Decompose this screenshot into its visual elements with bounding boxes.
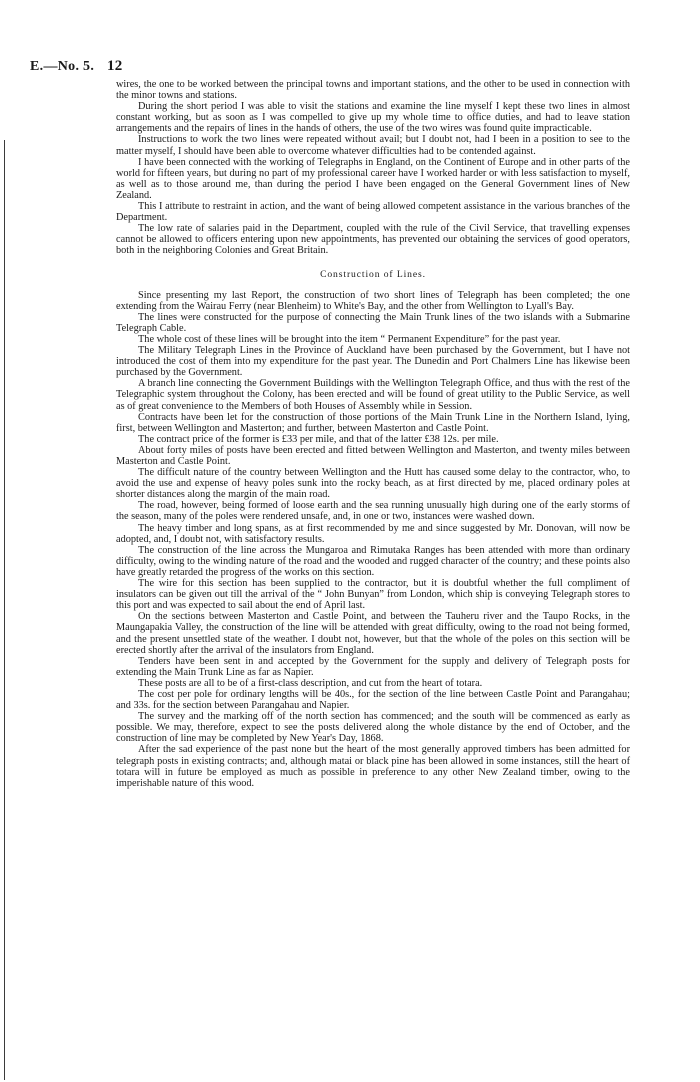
section-heading: Construction of Lines.: [320, 268, 426, 280]
paragraph: The survey and the marking off of the north section has commenced; and the south will be commenced as early as possible. We may, therefore, expect to see the posts delivered along the whole distance by the end of October, and the construction of line may be completed by New Year's Day, 1868.: [116, 711, 630, 745]
paragraph: On the sections between Masterton and Castle Point, and between the Tauheru river and the Taupo Rocks, in the Maungapakia Valley, the construction of the line will be attended with great difficulty, owing to the road not being formed, and the present unsettled state of the weather. I doubt not, however, but that the whole of the poles on this section will be erected shortly after the arrival of the insulators from England.: [116, 611, 630, 656]
paragraph: The construction of the line across the Mungaroa and Rimutaka Ranges has been attended with more than ordinary difficulty, owing to the winding nature of the road and the wooded and rugged character of the country; and these points also have greatly retarded the progress of the works on this section.: [116, 544, 630, 578]
paragraph: Contracts have been let for the construction of those portions of the Main Trunk Line in the Northern Island, lying, first, between Wellington and Masterton; and further, between Masterton and Castle Point.: [116, 411, 630, 434]
paragraph: After the sad experience of the past none but the heart of the most generally approved timbers has been admitted for telegraph posts in existing contracts; and, although matai or black pine has been allowed in some instances, still the heart of totara will in future be employed as much as possible in preference to any other New Zealand timber, owing to the imperishable nature of this wood.: [116, 744, 630, 789]
paragraph: The heavy timber and long spans, as at first recommended by me and since suggested by Mr. Donovan, will now be adopted, and, I doubt not, with satisfactory results.: [116, 522, 630, 545]
document-reference: E.—No. 5.: [30, 59, 95, 74]
paragraph: The wire for this section has been supplied to the contractor, but it is doubtful whether the full compliment of insulators can be given out till the arrival of the “ John Bunyan” from London, which ship is conveying Telegraph stores to this port and was expected to sail about the end of April last.: [116, 578, 630, 612]
paragraph: These posts are all to be of a first-class description, and cut from the heart of totara.: [138, 677, 483, 689]
page-edge-rule: [4, 140, 5, 1080]
paragraph: I have been connected with the working of Telegraphs in England, on the Continent of Europe and in other parts of the world for fifteen years, but during no part of my professional career have I worked harder or with less satisfaction to myself, as well as to those around me, than during the period I have been engaged on the General Government lines of New Zealand.: [116, 156, 630, 201]
paragraph: The Military Telegraph Lines in the Province of Auckland have been purchased by the Government, but I have not introduced the cost of them into my expenditure for the past year. The Dunedin and Port Chalmers Line has likewise been purchased by the Government.: [116, 345, 630, 379]
paragraph: The difficult nature of the country between Wellington and the Hutt has caused some delay to the contractor, who, to avoid the use and expense of heavy poles sunk into the rocky beach, as at first directed by me, placed ordinary poles at shorter distances along the margin of the main road.: [116, 467, 630, 501]
paragraph: During the short period I was able to visit the stations and examine the line myself I kept these two lines in almost constant working, but as soon as I was compelled to give up my whole time to office duties, and had to leave station arrangements and the repairs of lines in the hands of others, the use of the two wires was found quite impracticable.: [116, 101, 630, 135]
paragraph: wires, the one to be worked between the principal towns and important stations, and the other to be used in connection with the minor towns and stations.: [116, 79, 630, 102]
paragraph: About forty miles of posts have been erected and fitted between Wellington and Masterton, and twenty miles between Masterton and Castle Point.: [116, 444, 630, 467]
paragraph: Instructions to work the two lines were repeated without avail; but I doubt not, had I been in a position to see to the matter myself, I should have been able to overcome whatever difficulties had to be contended against.: [116, 134, 630, 157]
paragraph: Tenders have been sent in and accepted by the Government for the supply and delivery of Telegraph posts for extending the Main Trunk Line as far as Napier.: [116, 655, 630, 678]
paragraph: The road, however, being formed of loose earth and the sea running unusually high during one of the early storms of the season, many of the poles were rendered unsafe, and, in one or two, instances were washed down.: [116, 500, 630, 523]
paragraph: The cost per pole for ordinary lengths will be 40s., for the section of the line between Castle Point and Parangahau; and 33s. for the section between Parangahau and Napier.: [116, 688, 630, 712]
page-number: 12: [106, 58, 123, 74]
document-body: [116, 79, 630, 789]
page-header: [30, 58, 123, 75]
paragraph: The whole cost of these lines will be brought into the item “ Permanent Expenditure” for the past year.: [138, 333, 561, 345]
paragraph: A branch line connecting the Government Buildings with the Wellington Telegraph Office, and thus with the rest of the Telegraphic system throughout the Colony, has been erected and will be found of great utility to the Public Service, as well as of great convenience to the Members of both Houses of Assembly while in Session.: [116, 378, 630, 412]
paragraph: The contract price of the former is £33 per mile, and that of the latter £38 12s. per mile.: [138, 433, 499, 445]
paragraph: The lines were constructed for the purpose of connecting the Main Trunk lines of the two islands with a Submarine Telegraph Cable.: [116, 311, 630, 334]
paragraph: Since presenting my last Report, the construction of two short lines of Telegraph has been completed; the one extending from the Wairau Ferry (near Blenheim) to White's Bay, and the other from Wellington to Lyall's Bay.: [116, 289, 630, 312]
paragraph: This I attribute to restraint in action, and the want of being allowed competent assistance in the various branches of the Department.: [116, 201, 630, 224]
paragraph: The low rate of salaries paid in the Department, coupled with the rule of the Civil Service, that travelling expenses cannot be allowed to officers entering upon new appointments, has prevented our obtaining the services of good operators, both in the neighboring Colonies and Great Britain.: [116, 223, 630, 257]
